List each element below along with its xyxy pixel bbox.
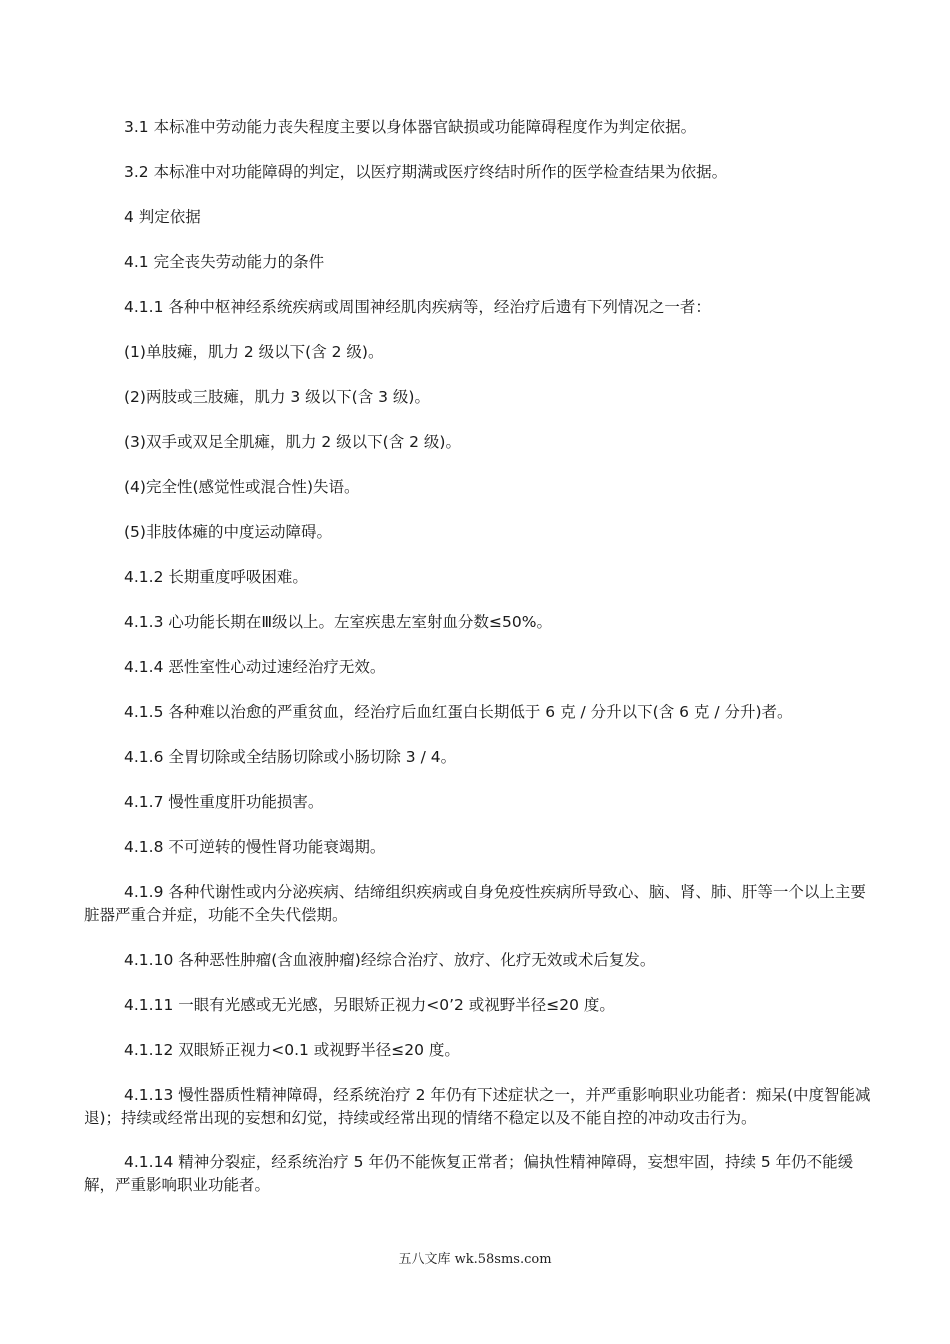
paragraph: 4.1.8 不可逆转的慢性肾功能衰竭期。 <box>124 838 386 856</box>
paragraph: 4.1.14 精神分裂症，经系统治疗 5 年仍不能恢复正常者；偏执性精神障碍，妄想牢固，持续 5 年仍不能缓解，严重影响职业功能者。 <box>84 1153 854 1194</box>
paragraph: 4.1.11 一眼有光感或无光感，另眼矫正视力<0’2 或视野半径≤20 度。 <box>124 996 615 1014</box>
paragraph: 4.1.1 各种中枢神经系统疾病或周围神经肌肉疾病等，经治疗后遗有下列情况之一者： <box>124 298 711 316</box>
paragraph: 4.1.10 各种恶性肿瘤(含血液肿瘤)经综合治疗、放疗、化疗无效或术后复发。 <box>124 951 656 969</box>
paragraph: 4.1.9 各种代谢性或内分泌疾病、结缔组织疾病或自身免疫性疾病所导致心、脑、肾、肺、肝等一个以上主要脏器严重合并症，功能不全失代偿期。 <box>84 883 866 924</box>
list-item: (5)非肢体瘫的中度运动障碍。 <box>124 523 332 541</box>
list-item: (1)单肢瘫，肌力 2 级以下(含 2 级)。 <box>124 343 384 361</box>
list-item: (2)两肢或三肢瘫，肌力 3 级以下(含 3 级)。 <box>124 388 430 406</box>
paragraph: 3.2 本标准中对功能障碍的判定，以医疗期满或医疗终结时所作的医学检查结果为依据。 <box>124 163 728 181</box>
paragraph: 4.1.5 各种难以治愈的严重贫血，经治疗后血红蛋白长期低于 6 克 / 分升以下(含 6 克 / 分升)者。 <box>124 703 793 721</box>
list-item: (4)完全性(感觉性或混合性)失语。 <box>124 478 360 496</box>
paragraph: 4.1.13 慢性器质性精神障碍，经系统治疗 2 年仍有下述症状之一，并严重影响职业功能者：痴呆(中度智能减退)；持续或经常出现的妄想和幻觉，持续或经常出现的情绪不稳定以及不能自控的冲动攻击行为。 <box>84 1086 871 1127</box>
paragraph: 4.1.7 慢性重度肝功能损害。 <box>124 793 324 811</box>
list-item: (3)双手或双足全肌瘫，肌力 2 级以下(含 2 级)。 <box>124 433 461 451</box>
paragraph: 4.1.6 全胃切除或全结肠切除或小肠切除 3 / 4。 <box>124 748 457 766</box>
footer-watermark: 五八文库 wk.58sms.com <box>398 1252 552 1267</box>
paragraph: 4.1.3 心功能长期在Ⅲ级以上。左室疾患左室射血分数≤50%。 <box>124 613 552 631</box>
section-heading: 4 判定依据 <box>124 208 201 226</box>
paragraph: 4.1.4 恶性室性心动过速经治疗无效。 <box>124 658 386 676</box>
subsection-heading: 4.1 完全丧失劳动能力的条件 <box>124 253 325 271</box>
paragraph: 3.1 本标准中劳动能力丧失程度主要以身体器官缺损或功能障碍程度作为判定依据。 <box>124 118 697 136</box>
paragraph: 4.1.12 双眼矫正视力<0.1 或视野半径≤20 度。 <box>124 1041 460 1059</box>
paragraph: 4.1.2 长期重度呼吸困难。 <box>124 568 308 586</box>
